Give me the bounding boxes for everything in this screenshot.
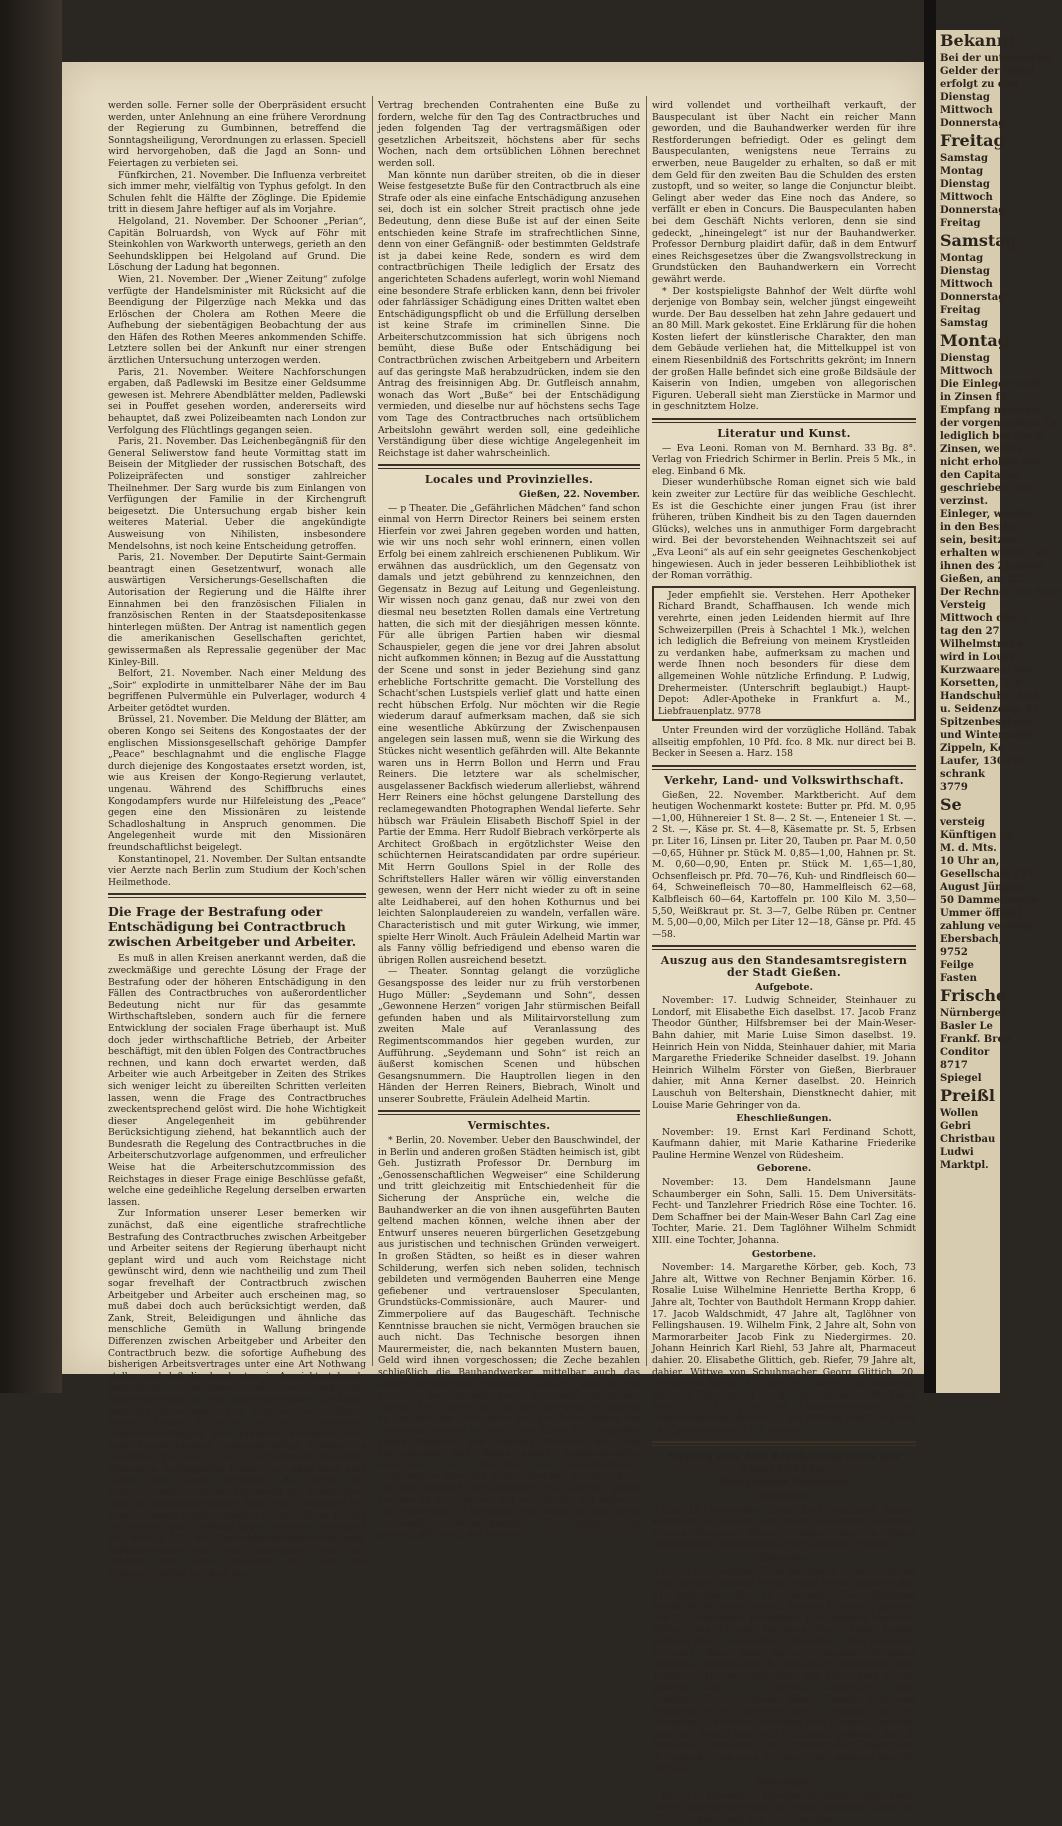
next-page-line: Handschuhe, Knö	[940, 691, 1040, 702]
church-entries: Den 19. November. Ernst Karl Ferdinand Schott, Kaufmann zu Gießen, und Marie Katharine Friederike Pauline Hermine Wenzel, Tochter des zu Mainz verstorbenen Districtseinnehmers Heinrich Wenzel.	[652, 1504, 916, 1551]
next-page-line: Freitag	[940, 305, 981, 316]
next-page-line: erhalten wollen, an	[940, 548, 1049, 559]
lead-article-paragraph: Zur Information unserer Leser bemerken wir zunächst, daß eine eigentliche strafrechtliche Bestrafung des Contractbruches zwischen Arbeitgeber und Arbeiter seitens der Regierung überhaupt nicht geplant wird und auch vom Reichstage nicht gewünscht wird, denn wie nachtheilig und zum Theil sogar frevelhaft der Contractbruch zwischen Arbeitgeber und Arbeiter auch erscheinen mag, so muß dabei doch auch berücksichtigt werden, daß Zank, Streit, Beleidigungen und ähnliche das menschliche Gemüth in Wallung bringende Differenzen zwischen Arbeitgeber und Arbeiter den Contractbruch bezw. die sofortige Aufhebung des bisherigen Arbeitsvertrages unter eine Art Nothwang stellen und daß die durch etwa in Aussicht stehende Bestrafung erzwungene Aufrechterhaltung des Arbeitsvertrages zu den unerträglichsten Zuständen zwischen Arbeitgeber und Arbeiter leicht führen könnte. Zudem dürfte es in Zeiten allgemeiner Arbeitseinstellungen auch praktisch unmöglich sein, etwa hunderttausend contractbrüchige Arbeiter zu bestrafen. Das durch den Contractbruch beleidigte öffentliche Rechtsgefühl fordert nun aber doch eine Sühne und ebenso verlangen die durch den Contractbruch verletzten Interessen der Arbeitgeber, resp. im entgegengesetzten Falle auch diejenigen der Arbeiter einen entsprechenden Schutz. Diese Punkte der schwierigen Sachlage gegen einander abwägend soll nach § 125 der Gewerbeordnungsnovelle resp. Arbeiterschutzvorlage dem Arbeitgeber wie dem Arbeiter das Recht zustehen, im Falle des Contractbruches von dem den	[108, 1208, 366, 1579]
column-2	[378, 100, 640, 1541]
next-page-line: Gießen, am 22.	[940, 574, 1025, 585]
next-page-line: geschrieben und	[940, 483, 1034, 494]
misc-bombay: * Der kostspieligste Bahnhof der Welt dürfte wohl derjenige von Bombay sein, welcher jüngst eingeweiht wurde. Der Bau desselben hat zehn Jahre gedauert und an 80 Mill. Mark gekostet. Eine Erklärung für die hohen Kosten liefert der künstlerische Charakter, den man dem Gebäude verliehen hat, die Mittelkuppel ist von einem Riesenbildniß des Fortschritts gekrönt; im Innern der großen Halle befindet sich eine große Bildsäule der Kaiserin von Indien, umgeben von allegorischen Figuren. Ueberall sieht man Zierstücke in Marmor und in geschnitztem Holze.	[652, 285, 916, 413]
next-page-line: Frische	[940, 986, 1007, 1005]
advertisement-pills: Jeder empfiehlt sie. Verstehen. Herr Apotheker Richard Brandt, Schaffhausen. Ich wende mich verehrte, einen jeden Leidenden hiermit auf Ihre Schweizerpillen (Preis à Schachtel 1 Mk.), welchen ich lediglich die Befreiung von meinem Krystleiden zu verdanken habe, aufmerksam zu machen und werde Ihnen noch besonders für diese dem allgemeinen Wohle nützliche Erfindung. P. Ludwig, Drehermeister. (Unterschrift beglaubigt.) Haupt-Depot: Adler-Apotheke in Frankfurt a. M., Liebfrauenplatz. 9778	[658, 589, 910, 717]
subheading-beerdigte: Beerdigte.	[756, 1777, 812, 1789]
subheading-getraute: Getraute.	[758, 1490, 810, 1502]
column-rule	[646, 96, 647, 1366]
next-page-line: schrank	[940, 769, 985, 780]
book-review-text: Dieser wunderhübsche Roman eignet sich wie bald kein zweiter zur Lectüre für das weibliche Geschlecht. Es ist die Geschichte einer jungen Frau (ist ihrer früheren, trüben Kindheit bis zu den Tagen dauernden Glücks), welches uns in anmuthiger Form dargebracht wird. Bei der bevorstehenden Weihnachtszeit sei auf „Eva Leoni“ als auf ein sehr geeignetes Geschenkobject hingewiesen. Auch in jeder besseren Leihbibliothek ist der Roman vorräthig.	[652, 477, 916, 582]
next-page-line: verzinst.	[940, 496, 988, 507]
next-page-line: ihnen des Zinsbett	[940, 561, 1045, 572]
next-page-line: Montag	[940, 166, 984, 177]
news-belfort: Belfort, 21. November. Nach einer Meldung des „Soir“ explodirte in unmittelbarer Nähe der im Bau begriffenen Pulvermühle ein Pulverlager, wodurch 4 Arbeiter getödtet wurden.	[108, 668, 366, 714]
next-page-line: sein, besitzen	[940, 535, 1017, 546]
next-page-line: Samstag	[940, 318, 989, 329]
next-page-line: Mittwoch den 2	[940, 613, 1028, 624]
next-page-line: Samstag	[940, 231, 1017, 250]
next-page-line: Donnerstag	[940, 292, 1006, 303]
next-page-line: Frankf. Bren	[940, 1034, 1012, 1045]
next-page-line: Gebri	[940, 1121, 971, 1132]
news-wien: Wien, 21. November. Der „Wiener Zeitung“ zufolge verfügte der Handelsminister mit Rücksicht auf die Beendigung der Pilgerzüge nach Mekka und das Erlöschen der Cholera am Rothen Meere die Aufhebung der siebentägigen Beobachtung der aus den Häfen des Rothen Meeres ankommenden Schiffe. Letztere sollen bei der Ankunft nur einer strengen ärztlichen Untersuchung unterzogen werden.	[108, 273, 366, 367]
next-page-line: Donnerstag	[940, 205, 1006, 216]
next-page-line: Der Rechner der Spar	[940, 587, 1062, 598]
next-page-line: zahlung versteig	[940, 921, 1034, 932]
next-page-line: Fasten	[940, 973, 977, 984]
section-heading-locales: Locales und Provinzielles.	[424, 473, 594, 487]
next-page-line: Spiegel	[940, 1073, 982, 1084]
theater-review: — p Theater. Die „Gefährlichen Mädchen“ fand schon einmal von Herrn Director Reiners bei seinem ersten Hierfein vor zwei Jahren gegeben worden und hatten, wie wir uns noch sehr wohl erinnern, einen vollen Erfolg bei einem zahlreich erschienenen Publikum. Wir erwähnen das ausdrücklich, um den Gegensatz von damals und jetzt gebührend zu kennzeichnen, den Gegensatz in Bezug auf Leitung und Gegenleistung. Wir wissen noch ganz genau, daß nur zwei von den diesmal neu besetzten Rollen damals eine Vertretung hatten, die sich mit der diesjährigen messen könnte. Für alle übrigen Partien haben wir diesmal Schauspieler, gegen die jene vor drei Jahren absolut nicht aufkommen können; in Bezug auf die Ausstattung der Scene und sonst in jeder Beziehung sind ganz erhebliche Fortschritte gemacht. Die Vorstellung des Schacht'schen Lustspiels verlief glatt und hatte einen recht hübschen Erfolg. Nur möchten wir die Regie wiederum darauf aufmerksam machen, daß sie sich eine wesentliche Abkürzung der Zwischenpausen angelegen sein lassen muß, wenn sie die Wirkung des Stückes nicht wesentlich gefährden will. Alte Bekannte waren uns in Herrn Bollon und Herrn und Frau Reiners. Die letztere war als schelmischer, ausgelassener Backfisch wiederum allerliebst, während Herr Reiners eine höchst gelungene Darstellung des reclamegewandten Photographen Wendal lieferte. Sehr hübsch war Fräulein Elisabeth Bischoff Spiel in der Partie der Emma. Herr Rudolf Biebrach verkörperte als Architect Großbach in ergötzlichster Weise den schüchternen Heiratscandidaten par ordre supérieur. Mit Herrn Goullons Spiel in der Rolle des Schriftstellers Haller wären wir völlig einverstanden gewesen, wenn der Herr nicht wieder zu oft in seine alte Leidhaberei, auf den hohen Kothurnus und bei leichten Salonplaudereien zu wandeln, verfallen wäre. Characteristisch und mit guter Wirkung, wie immer, spielte Herr Winolt. Auch Fräulein Adelheid Martin war als Fanny völlig befriedigend und ebenso waren die übrigen Rollen ausreichend besetzt.	[378, 502, 640, 966]
section-heading-vermischtes: Vermischtes.	[467, 1119, 551, 1133]
next-page-line: 10 Uhr an,	[940, 856, 1000, 867]
subheading-getaufte: Getaufte.	[759, 1552, 809, 1564]
next-page-line: lediglich bei der K	[940, 431, 1044, 442]
next-page-line: Montag	[940, 331, 1009, 350]
next-page-line: Korsetten, Sch	[940, 678, 1023, 689]
next-page-line: Se	[940, 795, 962, 814]
next-page-line: und Wintermänt	[940, 730, 1033, 741]
church-entries: Den 17. November. Margarethe Körber, geb. Koch, Wittwe des verstorbenen Rechners Benjamin Körber, alt 73 Jahre, gestorben den 14. November.	[652, 1790, 916, 1825]
section-rule	[108, 893, 366, 898]
next-page-line: Empfang nehmen	[940, 405, 1039, 416]
theater-notice: — Theater. Sonntag gelangt die vorzügliche Gesangsposse des leider nur zu früh verstorbenen Hugo Müller: „Seydemann und Sohn“, dessen „Gewonnene Herzen“ vorigen Jahr stürmischen Beifall gefunden haben und als Militairvorstellung zum zweiten Male auf Veranlassung des Regimentscommandos hier gegeben wurden, zur Aufführung. „Seydemann und Sohn“ ist reich an äußerst komischen Scenen und hübschen Gesangsnummern. Die Hauptrollen liegen in den Händen der Herren Reiners, Biebrach, Winolt und unserer Soubrette, Fräulein Adelheid Martin.	[378, 966, 640, 1105]
misc-berlin-cont: wird vollendet und vortheilhaft verkauft, der Bauspeculant ist über Nacht ein reicher Mann geworden, und die Bauhandwerker werden für ihre Restforderungen befriedigt. Oder es gelingt dem Bauspeculanten, wenigstens neue Terrains zu erwerben, neue Baugelder zu erhalten, so daß er mit dem Geld für den zweiten Bau die Schulden des ersten zustopft, und so weiter, so lange die Conjunctur bleibt. Gelingt aber weder das Eine noch das Andere, so verfällt er eben in Concurs. Die Bauspeculanten haben bei dem Geschäft Nichts verloren, denn sie sind gedeckt, „hineingelegt“ ist nur der Bauhandwerker. Professor Dernburg plaidirt dafür, daß in dem Entwurf eines Reichsgesetzes über die Zwangsvollstreckung in Grundstücken den Bauhandwerkern ein Vorrecht gewährt werde.	[652, 100, 916, 285]
next-page-line: erfolgt zu den	[940, 79, 1019, 90]
next-page-line: Mittwoch	[940, 105, 993, 116]
next-page-line: 9752	[940, 947, 968, 958]
next-page-line: Zippeln, Ko	[940, 743, 1005, 754]
next-page-line: Dienstag	[940, 179, 990, 190]
next-page-line: Gesellschaft 123	[940, 869, 1034, 880]
next-page-line: u. Seidenzeug, Sc	[940, 704, 1039, 715]
next-page-line: Ludwi	[940, 1147, 974, 1158]
news-paris-1: Paris, 21. November. Weitere Nachforschungen ergaben, daß Padlewski im Besitze einer Geldsumme gewesen ist. Mehrere Abendblätter melden, Padlewski sei in Pouffet gesehen worden, andererseits wird behauptet, daß zwei Polizeibeamten nach London zur Verfolgung des Flüchtlings gegangen seien.	[108, 366, 366, 436]
lead-article-paragraph: Man könnte nun darüber streiten, ob die in dieser Weise festgesetzte Buße für den Contractbruch als eine Strafe oder als eine einfache Entschädigung anzusehen sei, doch ist ein solcher Streit practisch ohne jede Bedeutung, denn diese Buße ist auf der einen Seite entschieden keine Strafe im strafrechtlichen Sinne, denn von einer Gefängniß- oder bestimmten Geldstrafe ist ja dabei keine Rede, sondern es wird dem contractbrüchigen Theile lediglich der Ersatz des angerichteten Schadens auferlegt, worin wohl Niemand eine besondere Strafe erblicken kann, denn bei frivoler oder fahrlässiger Schädigung eines Dritten waltet eben Entschädigungspflicht ob und die Erfüllung derselben ist keine Strafe im criminellen Sinne. Die Arbeiterschutzcommission hat sich übrigens noch bemüht, diese Buße oder Entschädigung bei Contractbrüchen zwischen Arbeitgebern und Arbeitern auf das geringste Maß herabzudrücken, indem sie den Antrag des freisinnigen Abg. Dr. Gutfleisch annahm, wonach das Wort „Buße“ bei der Entschädigung vermieden, und dieselbe nur auf höchstens sechs Tage vom Tage des Contractbruches nach ortsüblichem Arbeitslohn gewährt werden soll, eine gedeihliche Verständigung über diese wichtige Angelegenheit im Reichstage ist daher wahrscheinlich.	[378, 169, 640, 459]
next-page-line: Marktpl.	[940, 1160, 989, 1171]
next-page-line: Donnerstag	[940, 118, 1006, 129]
next-page-lines	[936, 30, 1062, 1172]
next-page-line: August Jünger,	[940, 882, 1024, 893]
next-page-line: in den Besitz	[940, 522, 1014, 533]
next-page-line: Dienstag	[940, 266, 990, 277]
next-page-line: Laufer, 130 cm	[940, 756, 1024, 767]
next-page-line: Bekannt	[940, 31, 1016, 50]
section-heading-literatur: Literatur und Kunst.	[717, 427, 851, 441]
next-page-line: nicht erhoben wor	[940, 457, 1043, 468]
next-page-line: wird in Louys	[940, 652, 1016, 663]
next-page-line: Mittwoch	[940, 279, 993, 290]
section-rule	[378, 1110, 640, 1115]
news-paris-2: Paris, 21. November. Das Leichenbegängniß für den General Seliwerstow fand heute Vormittag statt im Beisein der Mitglieder der russischen Botschaft, des Polizeipräfecten und sonstiger zahlreicher Theilnehmer. Der Sarg wurde bis zum Einlangen von Verfügungen der Familie in der Kirchengruft beigesetzt. Die Untersuchung ergab bisher kein weiteres Material. Ueber die angekündigte Ausweisung von Nihilisten, insbesondere Mendelsohns, ist noch keine Entscheidung getroffen.	[108, 436, 366, 552]
next-page-line: Wilhelmstraße	[940, 639, 1023, 650]
next-page-line: Dienstag	[940, 353, 990, 364]
next-page-line: Die Einleger werd	[940, 379, 1041, 390]
next-page-line: Feilge	[940, 960, 974, 971]
subheading-gemeinde: Evangelische Gemeinde.	[719, 1477, 849, 1489]
next-page-line: Spitzenbesetzen,	[940, 717, 1035, 728]
section-rule	[378, 464, 640, 469]
subheading-geborene: Geborene.	[756, 1163, 812, 1175]
next-page-line: tag den 27.	[940, 626, 1004, 637]
next-page-strip	[936, 30, 1062, 1393]
article-paragraph: werden solle. Ferner solle der Oberpräsident ersucht werden, unter Anlehnung an eine frühere Verordnung der Regierung zu Gumbinnen, betreffend die Sonntagsheiligung, Verordnungen zu erlassen. Speciell wird hervorgehoben, daß die Jagd an Sonn- und Feiertagen zu verbieten sei.	[108, 100, 366, 169]
column-rule	[372, 96, 373, 1366]
news-fuenfkirchen: Fünfkirchen, 21. November. Die Influenza verbreitet sich immer mehr, vielfältig von Typhus gefolgt. In den Schulen fehlt die Hälfte der Zöglinge. Die Epidemie tritt in diesem Jahre heftiger auf als im Vorjahre.	[108, 169, 366, 216]
section-heading-verkehr: Verkehr, Land- und Volkswirthschaft.	[664, 774, 904, 788]
book-review-title: — Eva Leoni. Roman von M. Bernhard. 33 Bg. 8°. Verlag von Friedrich Schirmer in Berlin. Preis 5 Mk., in eleg. Einband 6 Mk.	[652, 442, 916, 477]
next-page-line: Conditor	[940, 1047, 990, 1058]
next-page-line: 50 Dammelhamm	[940, 895, 1039, 906]
subheading-gestorbene: Gestorbene.	[751, 1248, 817, 1260]
next-page-line: Samstag	[940, 153, 989, 164]
next-page-line: Freitag	[940, 218, 981, 229]
section-rule	[652, 945, 916, 950]
next-page-line: versteig	[940, 817, 985, 828]
section-heading-kirchenbuecher: Auszug aus den Kirchenbüchern der Stadt Gießen.	[666, 1450, 902, 1475]
next-page-line: Wollen	[940, 1108, 979, 1119]
next-page-line: Gelder der Hebst	[940, 66, 1036, 77]
section-rule	[652, 765, 916, 770]
next-page-line: den Capitalien	[940, 470, 1022, 481]
next-page-line: Bei der unterzeichn	[940, 53, 1052, 64]
news-paris-3: Paris, 21. November. Der Deputirte Saint-Germain beantragt einen Gesetzentwurf, wonach alle auswärtigen Versicherungs-Gesellschaften die Autorisation der Regierung und die Hälfte ihrer Einnahmen bei den französischen Filialen in französischen Renten in der Staatsdepositenkasse hinterlegen müßten. Der Antrag ist namentlich gegen die amerikanischen Gesellschaften gerichtet, gewissermaßen als Repressalie gegenüber der Mac Kinley-Bill.	[108, 552, 366, 668]
next-page-line: Mittwoch	[940, 192, 993, 203]
news-konstantinopel: Konstantinopel, 21. November. Der Sultan entsandte vier Aerzte nach Berlin zum Studium der Koch'schen Heilmethode.	[108, 853, 366, 888]
lead-article-headline: Die Frage der Bestrafung oder Entschädigung bei Contractbruch zwischen Arbeitgeber und Arbeiter.	[108, 904, 357, 950]
section-rule	[652, 1441, 916, 1446]
next-page-line: Ummer öffentl	[940, 908, 1022, 919]
next-page-line: Kurzwaaren, Pos	[940, 665, 1034, 676]
dateline: Gießen, 22. November.	[518, 489, 640, 500]
next-page-line: Preißl	[940, 1086, 995, 1105]
next-page-line: Basler Le	[940, 1021, 993, 1032]
section-rule	[652, 418, 916, 423]
market-report: Gießen, 22. November. Marktbericht. Auf dem heutigen Wochenmarkt kostete: Butter pr. Pfd. M. 0,95—1,00, Hühnereier 1 St. 8—. 2 St. —, Enteneier 1 St. —. 2 St. —, Käse pr. St. 4—8, Käsematte pr. St. 5, Erbsen pr. Liter 16, Linsen pr. Liter 20, Tauben pr. Paar M. 0,50—0,65, Hühner pr. Stück M. 0,85—1,00, Hahnen pr. St. M. 0,60—0,90, Enten pr. Stück M. 1,65—1,80, Ochsenfleisch pr. Pfd. 70—76, Kuh- und Rindfleisch 60—64, Schweinefleisch 70—80, Hammelfleisch 62—68, Kalbfleisch 60—64, Kartoffeln pr. 100 Kilo M. 3,50—5,50, Weißkraut pr. St. 3—7, Gelbe Rüben pr. Centner M. 5,00—0,00, Milch per Liter 12—18, Gänse pr. Pfd. 45—58.	[652, 789, 916, 940]
next-page-line: in Zinsen fü	[940, 392, 1008, 403]
next-page-line: Ebersbach,	[940, 934, 1003, 945]
next-page-line: Einleger, welche	[940, 509, 1033, 520]
next-page-line: Künftigen Sa	[940, 830, 1014, 841]
advertisement-tobacco: Unter Freunden wird der vorzügliche Holländ. Tabak allseitig empfohlen, 10 Pfd. fco. 8 Mk. nur direct bei B. Becker in Seesen a. Harz. 158	[652, 725, 916, 760]
next-page-line: 8717	[940, 1060, 968, 1071]
next-page-line: Christbau	[940, 1134, 996, 1145]
lead-article-paragraph: Es muß in allen Kreisen anerkannt werden, daß die zweckmäßige und gerechte Lösung der Frage der Bestrafung oder der höheren Entschädigung in den Fällen des Contractbruches von außerordentlicher Bedeutung nicht nur für das gesammte Wirthschaftsleben, sondern auch für die fernere Entwicklung der socialen Frage überhaupt ist. Muß doch jeder wirthschaftliche Betrieb, der Arbeiter beschäftigt, mit den üblen Folgen des Contractbruches rechnen, und kann doch erwartet werden, daß Arbeiter wie auch Arbeitgeber in Zeiten des Strikes sich weniger leicht zu übereilten Schritten verleiten lassen, wenn die Frage des Contractbruches zweckentsprechend gelöst wird. Die hohe Wichtigkeit dieser Angelegenheit im gebührender Berücksichtigung ziehend, hat bekanntlich auch der Bundesrath die Regelung des Contractbruches in die Arbeiterschutzvorlage aufgenommen, und erfreulicher Weise hat die Arbeiterschutzcommission des Reichstages in dieser Frage einige Beschlüsse gefaßt, welche eine gedeihliche Regelung derselben erwarten lassen.	[108, 953, 366, 1208]
column-3	[652, 100, 916, 1826]
register-entries: November: 19. Ernst Karl Ferdinand Schott, Kaufmann dahier, mit Marie Katharine Friederike Pauline Hermine Wenzel von Rüdesheim.	[652, 1126, 916, 1161]
next-page-line: Versteig	[940, 600, 986, 611]
misc-berlin: * Berlin, 20. November. Ueber den Bauschwindel, der in Berlin und anderen großen Städten heimisch ist, gibt Geh. Justizrath Professor Dr. Dernburg im „Genossenschaftlichen Wegweiser“ eine Schilderung und tritt gleichzeitig mit Entschiedenheit für die Sicherung der Ansprüche ein, welche die Bauhandwerker an die von ihnen ausgeführten Bauten geltend machen können, welche ihnen aber der Entwurf unseres neueren bürgerlichen Gesetzgebung aus juristischen und technischen Gründen verweigert. In großen Städten, so heißt es in dieser wahren Schilderung, werfen sich neben soliden, technisch gebildeten und vermögenden Bauherren eine Menge gefiebener und vertrauensloser Speculanten, Grundstücks-Commissionäre, auch Maurer- und Zimmerpoliere auf das Baugeschäft. Technische Kenntnisse brauchen sie nicht, Vermögen brauchen sie auch nicht. Das Technische besorgen ihnen Maurermeister, die, nach bekannten Mustern bauen, Geld wird ihnen vorgeschossen; die Zeche bezahlen schließlich die Bauhandwerker, mittelbar auch das wohnungsbedürftige Publikum. Gemacht wird es also so: Der Bauspeculant kauft ein möglichst großes Terrain. Da er nichts hat und das Geld borgt, so kommt es ihm auf den Preis nicht viel an. Daher gehen die Grundstückspreise so sehr in die Höhe. Die Baugelder geben Bankiers und einzelne Bankiers mit dem Fortschreiten des Baues gegen hypothekarische Sicherheit. Die Lieferanten von Baumaterialien, insbesondere aber die Bauhandwerker, erhalten dann und den Baugeld „Anzahlungen“. Im Uebrigen geben sie, wie es ihr Geschäft mit sich bringt, mit Arbeiten und Materialien in Vorschuß. Nun kann sich die Sache in zweifacher Weise gestalten. Die Conjunctur ist günstig, glänzend, der Neubau	[378, 1135, 640, 1541]
next-page-line: Freitag	[940, 131, 1005, 150]
next-page-line: Nürnberger	[940, 1008, 1007, 1019]
next-page-line: Zinsen, welche	[940, 444, 1024, 455]
register-entries: November: 14. Margarethe Körber, geb. Koch, 73 Jahre alt, Wittwe von Rechner Benjamin Körber. 16. Rosalie Luise Wilhelmine Henriette Bertha Kropp, 6 Jahre alt, Tochter von Bauthdolt Hermann Kropp dahier. 17. Jacob Waldschmidt, 47 Jahre alt, Taglöhner von Fellingshausen. 19. Wilhelm Fink, 2 Jahre alt, Sohn von Marmorarbeiter Jacob Fink zu Niedergirmes. 20. Johann Heinrich Karl Riehl, 53 Jahre alt, Pharmaceut dahier. 20. Elisabethe Glittich, geb. Riefer, 79 Jahre alt, dahier, Wittwe von Schuhmacher Georg Glittich. 20. Wilhelmine Kleber, 41 Jahre alt, Tochter von Schlosser Heinrich Deuring zu Burg, Amt Herborn. 20. Julius Koch, 1, 61 Jahre alt, Bauunternehmer und Stadtverordneter dahier. 21. Dr. Wilhelm Diehl, 83 Jahre alt, Gymnasiallehrer i. P. dahier.	[652, 1262, 916, 1436]
next-page-line: der vorgenannten Ze	[940, 418, 1057, 429]
next-page-line: 3779	[940, 782, 968, 793]
register-entries: November: 17. Ludwig Schneider, Steinhauer zu Londorf, mit Elisabethe Eich daselbst. 17. Jacob Franz Theodor Günther, Hilfsbremser bei der Main-Weser-Bahn dahier, mit Marie Luise Simon daselbst. 19. Heinrich Hein von Nidda, Steinhauer dahier, mit Maria Margarethe Friederike Schneider daselbst. 19. Johann Heinrich Wilhelm Förster von Gießen, Bierbrauer dahier, mit Anna Kerner daselbst. 20. Heinrich Lauschuh von Beltershain, Dienstknecht dahier, mit Louise Marie Gehringer von da.	[652, 995, 916, 1111]
book-spine	[0, 0, 62, 1393]
section-heading-standesamt: Auszug aus den Standesamtsregistern der Stadt Gießen.	[660, 954, 908, 979]
lead-article-paragraph: Vertrag brechenden Contrahenten eine Buße zu fordern, welche für den Tag des Contractbruches und jeden folgenden Tag der vertragsmäßigen oder gesetzlichen Arbeitszeit, höchstens aber für sechs Wochen, nach dem ortsüblichen Löhnen berechnet werden soll.	[378, 100, 640, 169]
subheading-aufgebote: Aufgebote.	[755, 981, 813, 993]
register-entries: November: 13. Dem Handelsmann Jaune Schaumberger ein Sohn, Salli. 15. Dem Universitäts-Fecht- und Tanzlehrer Friedrich Röse eine Tochter. 16. Dem Schaffner bei der Main-Weser Bahn Carl Zag eine Tochter, Marie. 21. Dem Taglöhner Wilhelm Schmidt XIII. eine Tochter, Johanna.	[652, 1177, 916, 1247]
next-page-line: M. d. Mts.	[940, 843, 997, 854]
next-page-line: Montag	[940, 253, 984, 264]
news-helgoland: Helgoland, 21. November. Der Schooner „Perian“, Capitän Bolruardsh, von Wyck auf Föhr mit Steinkohlen von Warkworth unterwegs, gerieth an den Seehundsklippen bei Helgoland auf Grund. Die Löschung der Ladung hat begonnen.	[108, 215, 366, 274]
church-entries: Den 15. November. Dem Kaufmann Heinrich Boller eine Tochter, Johanna Marie Ottilie Minna, geboren den 21. September. Den 16. November. Dem Schlosser Joseph Berber eine Tochter, Antonie Elisabeth, geboren den 23. September. Denselben. Dem Kommis Hermann Köhler eine Tochter, Dorothea Marie Luise Karola, geboren den 1. September. Denselben. Dem Schreiner Christian Reitz eine Tochter, Johanna Christiane Elisabeth, geboren den 8. September. Denselben. Dem Taglöhner Heinrich Schneider ein Sohn, Jean Georg, geboren den 7. October. Denselben. Dem Lokomotivführer Balthasar Albert Theodor Ferdinand Friedrich Arthur, geboren den 1. August. Den 20. November. Unehelich Zwillinge, eine Tochter, Charlotte, und ein Sohn, Heinrich Balthasar, geboren den 3. November. Denselben. Dem Taglöhner Karl Ziegler Tanz in Gelsenkirchen eine Tochter, Lina, geboren den 28. October.	[652, 1566, 916, 1775]
news-bruessel: Brüssel, 21. November. Die Meldung der Blätter, am oberen Kongo sei Seitens des Kongostaates der der englischen Missionsgesellschaft gehörige Dampfer „Peace“ beschlagnahmt und die englische Flagge durch diejenige des Kongostaates ersetzt worden, ist, wie aus Kreisen der Kongo-Regierung verlautet, ungenau. Während des Schiffbruchs eines Kongodampfers wurde nur Hilfeleistung des „Peace“ gegen eine den Missionären zu leistende Schadloshaltung in Anspruch genommen. Die Angelegenheit wurde mit den Missionären freundschaftlichst beigelegt.	[108, 714, 366, 853]
page-gutter	[924, 0, 936, 1393]
next-page-line: Dienstag	[940, 92, 990, 103]
subheading-eheschliessungen: Eheschließungen.	[736, 1113, 832, 1125]
next-page-line: Mittwoch	[940, 366, 993, 377]
column-1	[108, 100, 366, 1579]
advertisement-box	[652, 586, 916, 722]
